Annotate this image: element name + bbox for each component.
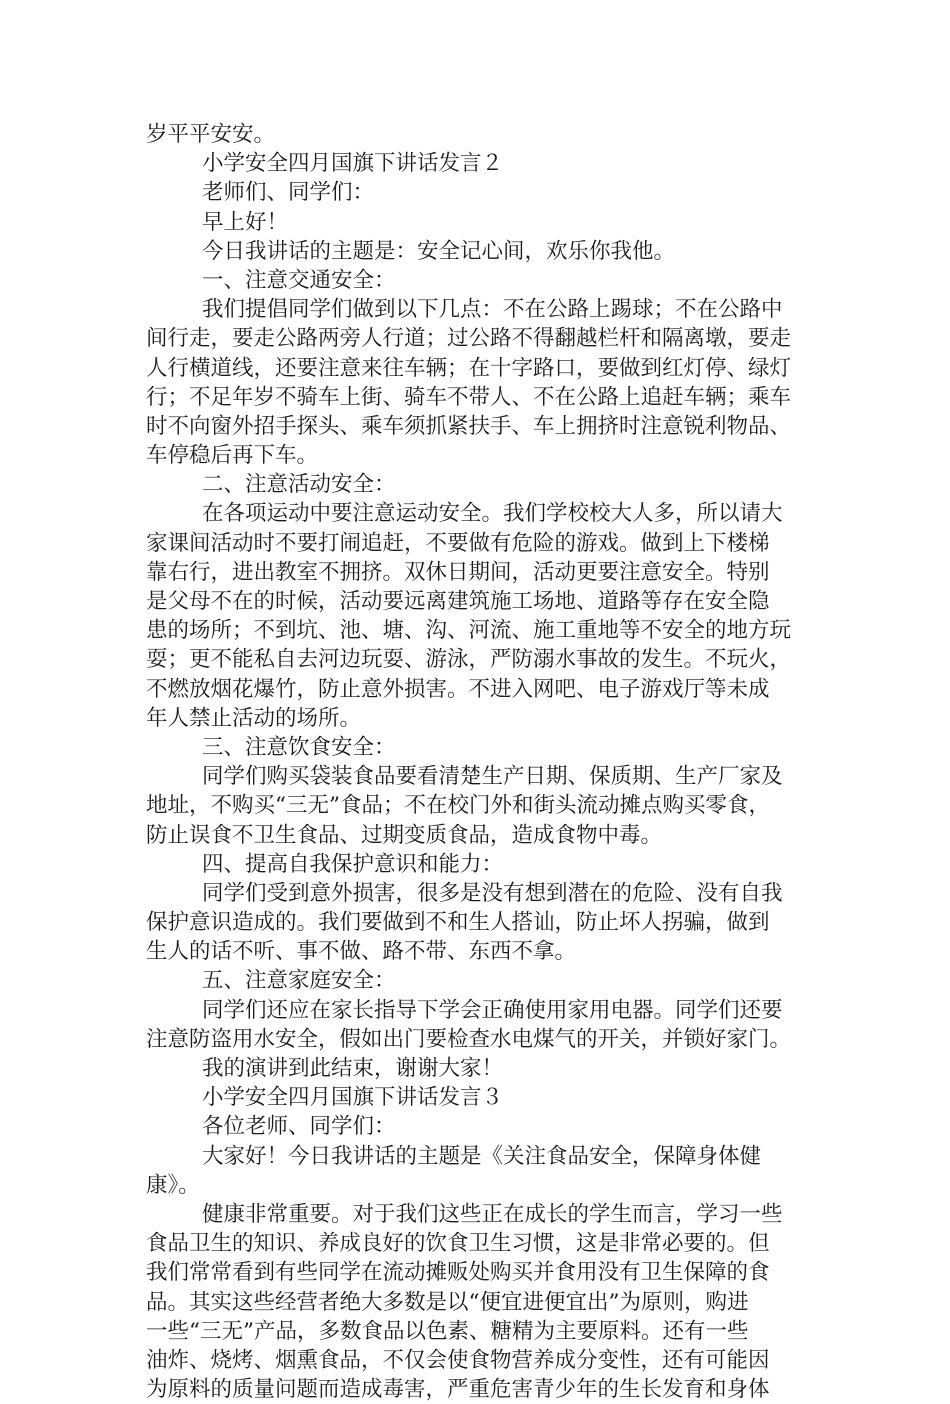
text-line: 患的场所；不到坑、池、塘、沟、河流、施工重地等不安全的地方玩 [146,618,792,644]
text-line: 是父母不在的时候，活动要远离建筑施工场地、道路等存在安全隐 [146,589,770,614]
text-line: 生人的话不听、事不做、路不带、东西不拿。 [146,939,577,965]
text-line: 时不向窗外招手探头、乘车须抓紧扶手、车上拥挤时注意锐利物品、 [146,413,792,439]
text-line: 健康非常重要。对于我们这些正在成长的学生而言，学习一些 [202,1201,783,1227]
text-line: 我们常常看到有些同学在流动摊贩处购买并食用没有卫生保障的食 [146,1260,770,1286]
text-line: 三、注意饮食安全： [202,734,396,760]
text-line: 同学们还应在家长指导下学会正确使用家用电器。同学们还要 [202,997,783,1023]
text-line: 各位老师、同学们： [202,1114,396,1140]
text-line: 今日我讲话的主题是：安全记心间，欢乐你我他。 [202,238,676,264]
text-line: 岁平平安安。 [146,122,276,147]
text-line: 早上好！ [202,209,289,235]
text-line: 耍；更不能私自去河边玩耍、游泳，严防溺水事故的发生。不玩火， [146,647,792,673]
text-line: 保护意识造成的。我们要做到不和生人搭讪，防止坏人拐骗，做到 [146,910,770,936]
text-line: 我的演讲到此结束，谢谢大家！ [202,1056,504,1081]
text-line: 间行走，要走公路两旁人行道；过公路不得翻越栏杆和隔离墩，要走 [146,326,792,352]
text-line: 靠右行，进出教室不拥挤。双休日期间，活动更要注意安全。特别 [146,559,770,585]
text-line: 食品卫生的知识、养成良好的饮食卫生习惯，这是非常必要的。但 [146,1231,770,1257]
text-line: 四、提高自我保护意识和能力： [202,851,504,877]
text-line: 同学们受到意外损害，很多是没有想到潜在的危险、没有自我 [202,880,783,906]
text-line: 我们提倡同学们做到以下几点：不在公路上踢球；不在公路中 [202,297,783,323]
text-line: 防止误食不卫生食品、过期变质食品，造成食物中毒。 [146,822,663,848]
text-line: 人行横道线，还要注意来往车辆；在十字路口，要做到红灯停、绿灯 [146,355,792,381]
text-line: 年人禁止活动的场所。 [146,705,362,731]
text-line: 行；不足年岁不骑车上街、骑车不带人、不在公路上追赶车辆；乘车 [146,384,792,410]
text-line: 油炸、烧烤、烟熏食品，不仅会使食物营养成分变性，还有可能因 [146,1347,770,1373]
text-line: 一些“三无”产品，多数食品以色素、糖精为主要原料。还有一些 [146,1318,749,1344]
text-line: 大家好！今日我讲话的主题是《关注食品安全，保障身体健 [202,1143,762,1169]
text-line: 为原料的质量问题而造成毒害，严重危害青少年的生长发育和身体 [146,1377,770,1403]
text-line: 一、注意交通安全： [202,267,396,293]
text-line: 地址，不购买“三无”食品；不在校门外和街头流动摊点购买零食， [146,793,770,819]
text-line: 车停稳后再下车。 [146,443,319,469]
text-line: 二、注意活动安全： [202,472,396,498]
text-line: 注意防盗用水安全，假如出门要检查水电煤气的开关，并锁好家门。 [146,1026,792,1052]
text-line: 小学安全四月国旗下讲话发言３ [202,1085,504,1111]
document-page [146,120,836,1404]
text-line: 在各项运动中要注意运动安全。我们学校校大人多，所以请大 [202,501,783,527]
text-line: 品。其实这些经营者绝大多数是以“便宜进便宜出”为原则，购进 [146,1289,749,1315]
text-line: 同学们购买袋装食品要看清楚生产日期、保质期、生产厂家及 [202,764,783,790]
text-line: 不燃放烟花爆竹，防止意外损害。不进入网吧、电子游戏厅等未成 [146,676,770,702]
text-line: 家课间活动时不要打闹追赶，不要做有危险的游戏。做到上下楼梯 [146,530,770,556]
text-line: 康》。 [146,1172,200,1198]
text-line: 小学安全四月国旗下讲话发言２ [202,151,504,177]
text-line: 五、注意家庭安全： [202,968,396,994]
text-line: 老师们、同学们： [202,180,375,206]
